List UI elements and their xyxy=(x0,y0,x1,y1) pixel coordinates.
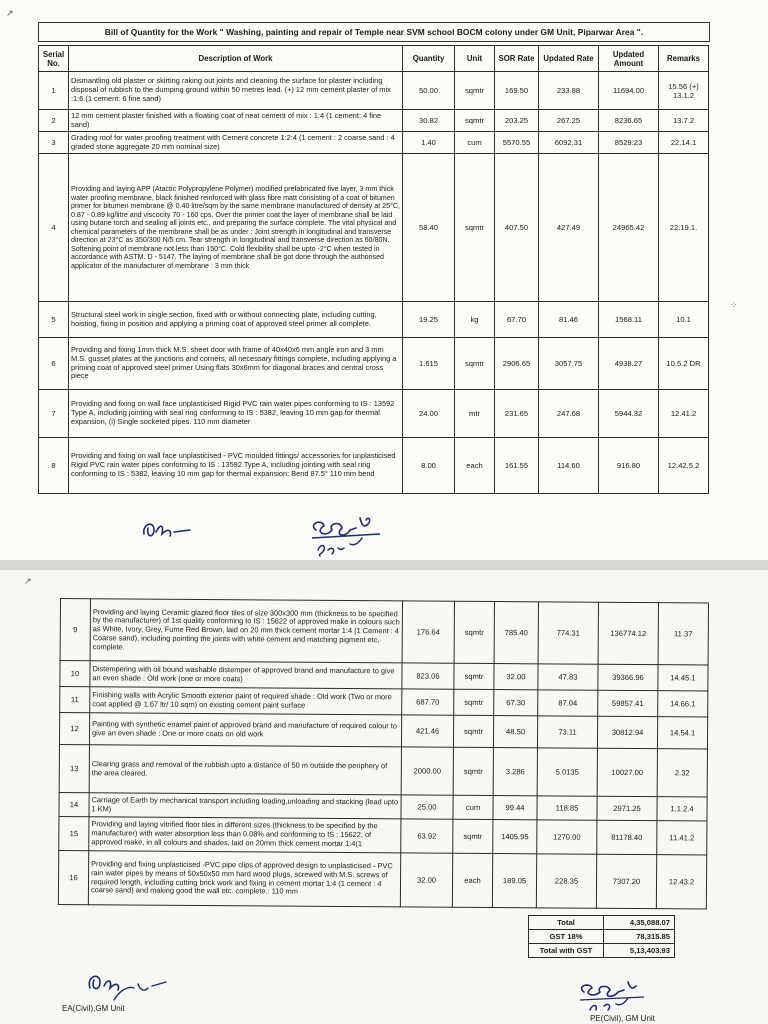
table-row xyxy=(59,744,707,797)
cell-serial: 9 xyxy=(60,599,90,661)
cell-updated-rate: 5.0135 xyxy=(537,748,597,796)
cell-sor-rate: 231.65 xyxy=(495,390,539,438)
cell-serial: 2 xyxy=(39,110,69,132)
cell-unit: sqmtr xyxy=(453,819,493,853)
cell-updated-amount: 8529.23 xyxy=(599,132,659,154)
bill-title: Bill of Quantity for the Work " Washing, painting and repair of Temple near SVM school BOCM colony under GM Unit, Piparwar Area ". xyxy=(38,22,710,42)
cell-updated-amount: 59857.41 xyxy=(598,690,658,716)
total-with-gst-value: 5,13,403.93 xyxy=(604,944,675,958)
cell-serial: 1 xyxy=(39,72,69,110)
cell-updated-rate: 247.68 xyxy=(539,390,599,438)
cell-sor-rate: 5570.55 xyxy=(495,132,539,154)
cell-unit: kg xyxy=(455,302,495,338)
right-signature xyxy=(574,980,654,1014)
cell-remarks: 22.19.1. xyxy=(659,154,709,302)
cell-sor-rate: 785.40 xyxy=(494,602,538,664)
cell-unit: sqmtr xyxy=(454,601,494,663)
margin-tick: ⁘ xyxy=(730,300,738,310)
cell-remarks: 12.43.2 xyxy=(656,855,706,909)
header-quantity: Quantity xyxy=(403,46,455,72)
cell-description: Providing and fixing 1mm thick M.S. sheet door with frame of 40x40x6 mm angle iron and 3 mm M.S. gusset plates at the junctions and corners, all necessary fittings complete, including applying a priming coat of approved steel primer Using flats 30x6mm for diagonal braces and central cross piece xyxy=(69,338,403,390)
cell-quantity: 25.00 xyxy=(401,795,453,819)
header-updated-rate: Updated Rate xyxy=(539,46,599,72)
cell-serial: 16 xyxy=(58,850,88,904)
header-sor-rate: SOR Rate xyxy=(495,46,539,72)
cell-description: Painting with synthetic enamel paint of approved brand and manufacture of required colour to give an even shade : One or more coats on old work xyxy=(89,713,401,747)
cell-serial: 13 xyxy=(59,744,89,792)
cell-serial: 5 xyxy=(39,302,69,338)
cell-quantity: 1.40 xyxy=(403,132,455,154)
table-row xyxy=(58,850,706,909)
cell-updated-amount: 39366.96 xyxy=(598,664,658,690)
cell-updated-amount: 2971.25 xyxy=(597,796,657,820)
header-unit: Unit xyxy=(455,46,495,72)
cell-quantity: 8.00 xyxy=(403,438,455,494)
cell-updated-rate: 6092.31 xyxy=(539,132,599,154)
cell-unit: sqmtr xyxy=(454,663,494,689)
cell-updated-rate: 774.31 xyxy=(538,602,598,664)
cell-remarks: 12.41.2 xyxy=(659,390,709,438)
dated-signature xyxy=(306,516,386,560)
cell-description: Carriage of Earth by mechanical transport including loading,unloading and stacking (lead upto 1 KM) xyxy=(89,793,401,819)
cell-updated-rate: 228.35 xyxy=(536,854,596,908)
cell-updated-amount: 4938.27 xyxy=(599,338,659,390)
cell-updated-amount: 81178.40 xyxy=(597,820,657,854)
cell-updated-amount: 24965.42 xyxy=(599,154,659,302)
cell-quantity: 1.615 xyxy=(403,338,455,390)
cell-sor-rate: 3.286 xyxy=(493,748,537,796)
corner-mark: ↗ xyxy=(6,8,14,18)
cell-sor-rate: 1405.95 xyxy=(493,820,537,854)
cell-serial: 14 xyxy=(59,792,89,816)
cell-serial: 4 xyxy=(39,154,69,302)
cell-description: Providing and laying APP (Atactic Polypropylene Polymer) modified prefabricated five layer, 3 mm thick water proofing membrane, black finished reinforced with glass fibre matt consisting of a coat of bitumen primer for bitumen membrane @ 0.40 litre/sqm by the same membrane manufactured of density at 25°C, 0.87 - 0.89 kg/litre and viscocity 70 - 160 cps. Over the primer coat the layer of membrane shall be laid using butane torch and sealing all joints etc., and preparing the surface complete. The vital physical and chemical parameters of the membrane shall be as under : Joint strength in longitudinal and transverse direction at 23°C as 350/300 N/5 cm. Tear strength in longitudinal and transverse direction as 60/80N. Softening point of membrane not less than 150°C. Cold flexibility shall be upto -2°C when tested in accordance with ASTM. D - 5147. The laying of membrane shall be got done through the authorised applicator of the manufacturer of membrane : 3 mm thick xyxy=(69,154,403,302)
cell-serial: 10 xyxy=(60,661,90,687)
right-signature-icon xyxy=(574,980,654,1014)
total-with-gst-row xyxy=(529,944,675,958)
cell-remarks: 1.1.2.4 xyxy=(657,797,707,821)
cell-sor-rate: 189.05 xyxy=(492,854,536,908)
cell-sor-rate: 407.50 xyxy=(495,154,539,302)
cell-updated-rate: 267.25 xyxy=(539,110,599,132)
table-row xyxy=(60,599,708,666)
cell-unit: sqmtr xyxy=(455,338,495,390)
cell-updated-amount: 30812.94 xyxy=(597,716,657,748)
header-serial: Serial No. xyxy=(39,46,69,72)
cell-updated-amount: 8236.65 xyxy=(599,110,659,132)
initials-signature-icon xyxy=(140,516,196,542)
cell-remarks: 12.42.5.2 xyxy=(659,438,709,494)
cell-quantity: 823.06 xyxy=(402,663,454,689)
cell-updated-amount: 11694.00 xyxy=(599,72,659,110)
cell-serial: 15 xyxy=(59,816,89,850)
cell-sor-rate: 161.55 xyxy=(495,438,539,494)
cell-sor-rate: 2906.65 xyxy=(495,338,539,390)
cell-updated-amount: 7307.20 xyxy=(596,854,656,908)
cell-remarks: 13.7.2 xyxy=(659,110,709,132)
table-row xyxy=(39,438,709,494)
cell-quantity: 63.92 xyxy=(401,819,453,853)
cell-remarks: 2.32 xyxy=(657,749,707,797)
table-row xyxy=(39,72,709,110)
cell-unit: sqmtr xyxy=(454,689,494,715)
cell-updated-rate: 1270.00 xyxy=(537,820,597,854)
cell-remarks: 15.56 (+) 13.1.2 xyxy=(659,72,709,110)
cell-sor-rate: 67.70 xyxy=(495,302,539,338)
total-with-gst-label: Total with GST xyxy=(529,944,604,958)
cell-updated-amount: 10027.00 xyxy=(597,748,657,796)
cell-quantity: 421.46 xyxy=(401,715,453,747)
cell-description: Providing and fixing on wall face unplasticised - PVC moulded fittings/ accessories for unplasticised Rigid PVC rain water pipes conforming to IS : 13592 Type A, including jointing with seal ring conforming to IS : 5382, leaving 10 mm gap for thermal expansion: Bend 87.5° 110 mm bend xyxy=(69,438,403,494)
cell-serial: 7 xyxy=(39,390,69,438)
cell-updated-amount: 916.80 xyxy=(599,438,659,494)
cell-quantity: 24.00 xyxy=(403,390,455,438)
table-row xyxy=(39,390,709,438)
cell-unit: sqmtr xyxy=(455,72,495,110)
cell-updated-rate: 73.11 xyxy=(537,716,597,748)
cell-remarks: 11.37 xyxy=(658,603,708,665)
cell-description: Dismantling old plaster or skirting raking out joints and cleaning the surface for plaster including disposal of rubbish to the dumping ground within 50 metres lead. (+) 12 mm cement plaster of mix :1:6 (1 cement: 6 fine sand) xyxy=(69,72,403,110)
page-gap xyxy=(0,560,768,570)
cell-serial: 8 xyxy=(39,438,69,494)
cell-description: Providing and fixing unplasticised -PVC pipe clips of approved design to unplasticised - PVC rain water pipes by means of 50x50x50 mm hard wood plugs, screwed with M.S. screws of required length, including cutting brick work and fixing in cement mortar 1:4 (1 cement : 4 coarse sand) and making good the wall etc. complete.: 110 mm xyxy=(88,851,400,907)
cell-updated-rate: 3057.75 xyxy=(539,338,599,390)
boq-table-page-2 xyxy=(58,598,709,910)
gst-value: 78,315.85 xyxy=(604,930,675,944)
cell-unit: each xyxy=(455,438,495,494)
cell-description: Structural steel work in single section, fixed with or without connecting plate, including cutting, hoisting, fixing in position and applying a priming coat of approved steel primer all complete. xyxy=(69,302,403,338)
cell-serial: 12 xyxy=(59,713,89,745)
cell-description: Providing and laying Ceramic glazed floor tiles of size 300x300 mm (thickness to be specified by the manufacturer) of 1st quality conforming to IS : 15622 of approved make in colours such as White, Ivory, Grey, Fume Red Brown, laid on 20 mm thick cement mortar 1:4 (1 Cement : 4 Coarse sand), including pointing the joints with white cement and matching pigment etc, complete. xyxy=(90,599,402,663)
cell-sor-rate: 99.44 xyxy=(493,796,537,820)
cell-sor-rate: 32.00 xyxy=(494,664,538,690)
cell-unit: sqmtr xyxy=(453,747,493,795)
table-row xyxy=(39,154,709,302)
cell-updated-rate: 233.88 xyxy=(539,72,599,110)
cell-sor-rate: 203.25 xyxy=(495,110,539,132)
cell-quantity: 32.00 xyxy=(400,853,452,907)
cell-remarks: 10.5.2 DR xyxy=(659,338,709,390)
cell-sor-rate: 67.30 xyxy=(494,690,538,716)
cell-updated-rate: 427.49 xyxy=(539,154,599,302)
gst-label: GST 18% xyxy=(529,930,604,944)
cell-updated-rate: 47.83 xyxy=(538,664,598,690)
header-description: Description of Work xyxy=(69,46,403,72)
table-row xyxy=(39,302,709,338)
cell-remarks: 14.45.1 xyxy=(658,665,708,691)
gst-row xyxy=(529,930,675,944)
cell-updated-rate: 81.46 xyxy=(539,302,599,338)
cell-remarks: 14.54.1 xyxy=(657,717,707,749)
header-updated-amount: Updated Amount xyxy=(599,46,659,72)
cell-unit: sqmtr xyxy=(455,110,495,132)
table-row xyxy=(39,110,709,132)
cell-unit: cum xyxy=(453,795,493,819)
totals-table xyxy=(528,915,675,958)
table-row xyxy=(59,713,707,750)
cell-unit: mtr xyxy=(455,390,495,438)
total-value: 4,35,088.07 xyxy=(604,916,675,930)
cell-quantity: 176.64 xyxy=(402,601,454,663)
boq-table-page-1 xyxy=(38,45,709,494)
cell-quantity: 30.82 xyxy=(403,110,455,132)
cell-serial: 11 xyxy=(60,687,90,713)
table-row xyxy=(39,132,709,154)
cell-unit: each xyxy=(452,853,492,907)
cell-description: Providing and fixing on wall face unplasticised Rigid PVC rain water pipes conforming to IS : 13592 Type A, including jointing with seal ring conforming to IS : 5382, leaving 10 mm gap for thermal expansion, (i) Single socketed pipes. 110 mm diameter xyxy=(69,390,403,438)
cell-sor-rate: 169.50 xyxy=(495,72,539,110)
cell-quantity: 2000.00 xyxy=(401,747,453,795)
cell-quantity: 687.70 xyxy=(402,689,454,715)
cell-updated-amount: 1568.11 xyxy=(599,302,659,338)
cell-remarks: 11.41.2 xyxy=(657,821,707,855)
cell-description: Finishing walls with Acrylic Smooth exterior paint of required shade : Old work (Two or more coat applied @ 1.67 ltr/ 10 sqm) on existing cement paint surface xyxy=(90,687,402,715)
left-signatory-label: EA(Civil),GM Unit xyxy=(62,1004,125,1013)
cell-description: Grading roof for water proofing treatment with Cement concrete 1:2:4 (1 cement : 2 coarse sand : 4 graded stone aggregate 20 mm nominal size) xyxy=(69,132,403,154)
corner-mark: ↗ xyxy=(24,576,32,586)
initials-signature xyxy=(140,516,196,542)
total-label: Total xyxy=(529,916,604,930)
cell-updated-rate: 87.04 xyxy=(538,690,598,716)
cell-remarks: 10.1 xyxy=(659,302,709,338)
cell-sor-rate: 48.50 xyxy=(493,716,537,748)
left-signature-icon xyxy=(84,966,170,1006)
cell-serial: 6 xyxy=(39,338,69,390)
table-row xyxy=(59,816,707,855)
cell-quantity: 50.00 xyxy=(403,72,455,110)
cell-description: Clearing grass and removal of the rubbish upto a distance of 50 m outside the periphery of the area cleared. xyxy=(89,745,401,795)
cell-unit: cum xyxy=(455,132,495,154)
dated-signature-icon xyxy=(306,516,386,560)
table-header-row xyxy=(39,46,709,72)
cell-serial: 3 xyxy=(39,132,69,154)
cell-unit: sqmtr xyxy=(455,154,495,302)
right-signatory-label: PE(Civil), GM Unit xyxy=(590,1014,655,1023)
cell-remarks: 22.14.1 xyxy=(659,132,709,154)
left-signature xyxy=(84,966,170,1006)
cell-updated-rate: 118.85 xyxy=(537,796,597,820)
header-remarks: Remarks xyxy=(659,46,709,72)
cell-updated-rate: 114.60 xyxy=(539,438,599,494)
cell-updated-amount: 5944.32 xyxy=(599,390,659,438)
cell-unit: sqmtr xyxy=(453,715,493,747)
cell-description: Distempering with oil bound washable distemper of approved brand and manufacture to give an even shade : Old work (one or more coats) xyxy=(90,661,402,689)
cell-remarks: 14.66.1 xyxy=(658,691,708,717)
table-row xyxy=(39,338,709,390)
cell-description: 12 mm cement plaster finished with a floating coat of neat cement of mix : 1:4 (1 cement: 4 fine sand) xyxy=(69,110,403,132)
cell-quantity: 19.25 xyxy=(403,302,455,338)
total-row xyxy=(529,916,675,930)
cell-description: Providing and laying vitrified floor tiles in different sizes (thickness to be specified by the manufacturer) with water absorption less than 0.08% and conforming to IS : 15622, of approved make, in all colours and shades, laid on 20mm thick cement mortar 1:4(1 xyxy=(89,817,401,853)
cell-updated-amount: 136774.12 xyxy=(598,602,658,664)
cell-quantity: 58.40 xyxy=(403,154,455,302)
